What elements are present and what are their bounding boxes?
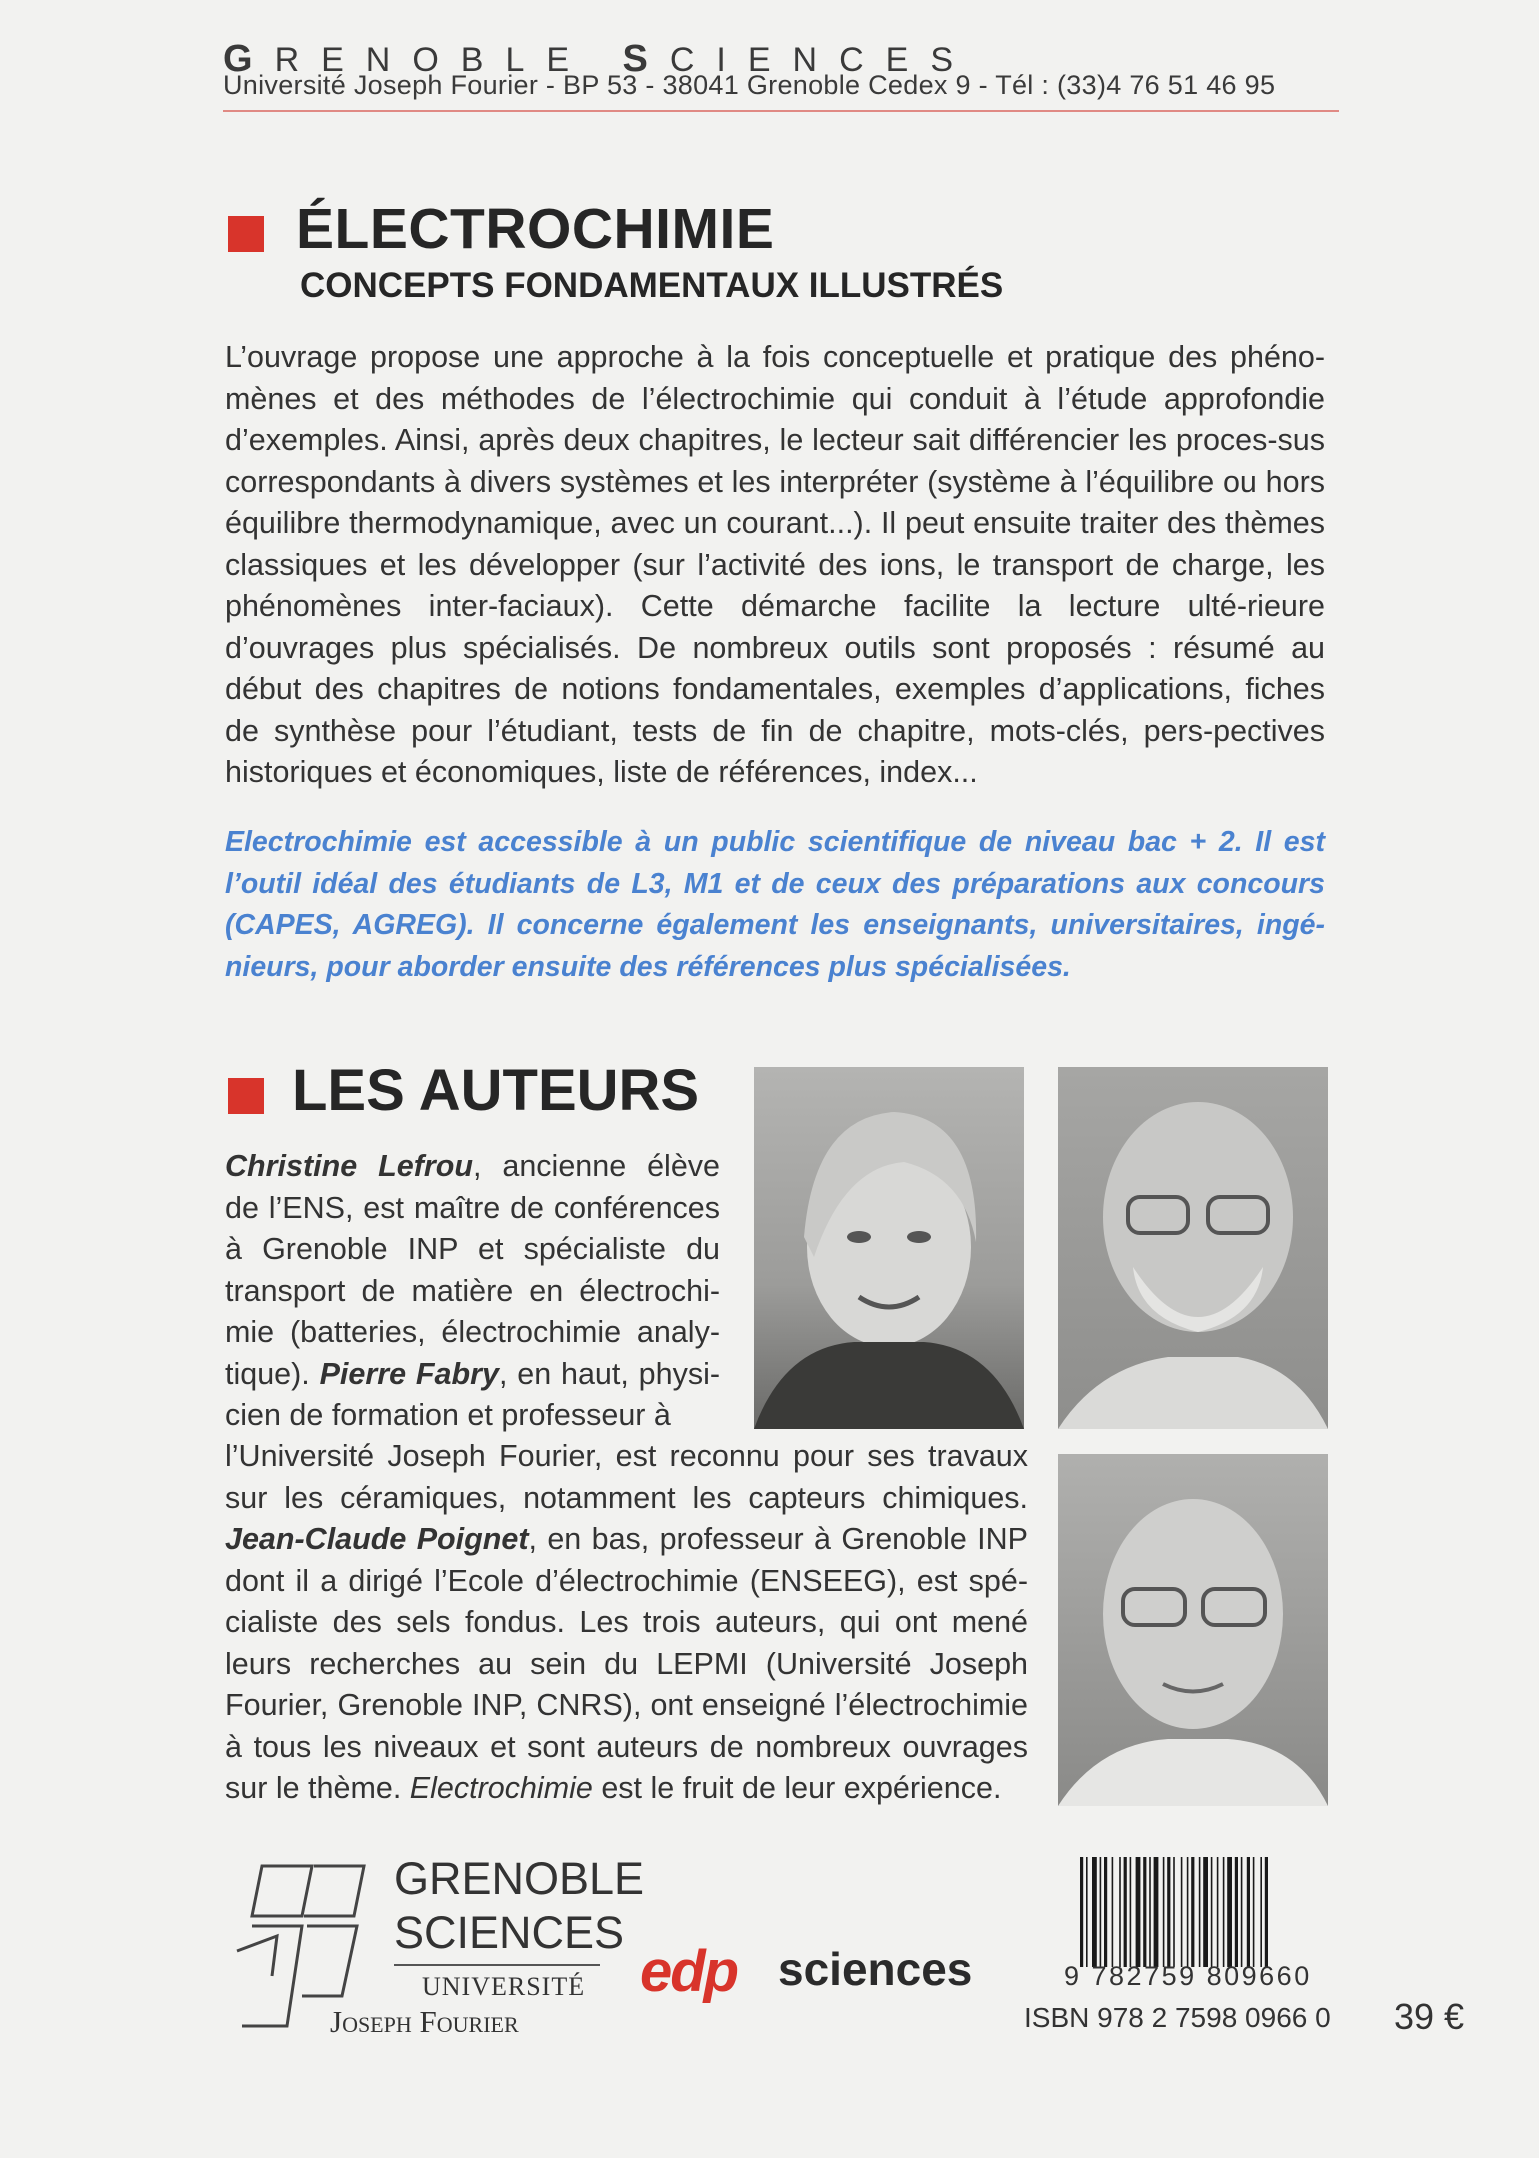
authors-bio-bottom: l’Université Joseph Fourier, est reconnu pour ses travaux sur les céramiques, notamment les capteurs chimiques. Jean-Claude Poignet, en bas, professeur à Grenoble INP dont il a dirigé l’Ecole d’électrochimie (ENSEEG), est spé-cialiste des sels fondus. Les trois auteurs, qui ont mené leurs recherches au sein du LEPMI (Université Joseph Fourier, Grenoble INP, CNRS), ont enseigné l’électrochimie à tous les niveaux et sont auteurs de nombreux ouvrages sur le thème. Electrochimie est le fruit de leur expérience. (225, 1439, 1028, 1805)
ujf-logo-line1: UNIVERSITÉ (422, 1972, 586, 2001)
authors-bullet-square (228, 1078, 264, 1114)
author-name-fabry: Pierre Fabry (319, 1356, 499, 1391)
book-title: ÉLECTROCHIMIE (296, 197, 775, 261)
author-photo-poignet (1058, 1454, 1328, 1806)
isbn: ISBN 978 2 7598 0966 0 (1024, 2002, 1331, 2033)
author-photo-lefrou (754, 1067, 1024, 1429)
grenoble-sciences-logo-line2: SCIENCES (394, 1907, 625, 1958)
book-subtitle: CONCEPTS FONDAMENTAUX ILLUSTRÉS (300, 266, 1004, 305)
publisher-name: GRENOBLE SCIENCES (223, 38, 976, 80)
authors-bio-top: Christine Lefrou, ancienne élève de l’ENS, est maître de conférences à Grenoble INP et spécialiste du transport de matière en électrochi-mie (batteries, électrochimie analy-tique). Pierre Fabry, en haut, physi-cien de formation et professeur à (225, 1149, 720, 1432)
author-photo-fabry (1058, 1067, 1328, 1429)
book-description: L’ouvrage propose une approche à la fois conceptuelle et pratique des phéno-mènes et des méthodes de l’électrochimie qui conduit à l’étude approfondie d’exemples. Ainsi, après deux chapitres, le lecteur sait différencier les proces-sus correspondants à divers systèmes et les interpréter (système à l’équilibre ou hors équilibre thermodynamique, avec un courant...). Il peut ensuite traiter des thèmes classiques et les développer (sur l’activité des ions, le transport de charge, les phénomènes inter-faciaux). Cette démarche facilite la lecture ulté-rieure d’ouvrages plus spécialisés. De nombreux outils sont proposés : résumé au début des chapitres de notions fondamentales, exemples d’applications, fiches de synthèse pour l’étudiant, tests de fin de chapitre, mots-clés, pers-pectives historiques et économiques, liste de références, index... (225, 340, 1325, 789)
author-name-lefrou: Christine Lefrou (225, 1149, 473, 1183)
title-bullet-square (228, 216, 264, 252)
authors-heading: LES AUTEURS (292, 1058, 700, 1123)
barcode-icon (1076, 1857, 1306, 1967)
grenoble-sciences-logo-line1: GRENOBLE (394, 1853, 645, 1904)
book-reference: Electrochimie (409, 1771, 593, 1805)
author-name-poignet: Jean-Claude Poignet (225, 1522, 529, 1556)
ujf-logo-line2: Joseph Fourier (330, 2004, 519, 2039)
price: 39 € (1394, 1996, 1465, 2037)
publisher-address: Université Joseph Fourier - BP 53 - 38041 Grenoble Cedex 9 - Tél : (33)4 76 51 46 95 (223, 70, 1276, 100)
edp-logo-mark: edp (640, 1939, 738, 2004)
edp-sciences-wordmark: sciences (778, 1943, 973, 1995)
logo-divider (394, 1964, 600, 1966)
header-divider (223, 110, 1339, 112)
barcode-number: 9 782759 809660 (1064, 1961, 1312, 1991)
audience-statement: Electrochimie est accessible à un public scientifique de niveau bac + 2. Il est l’outil idéal des étudiants de L3, M1 et de ceux des préparations aux concours (CAPES, AGREG). Il concerne également les enseignants, universitaires, ingé-nieurs, pour aborder ensuite des références plus spécialisées. (225, 826, 1325, 983)
